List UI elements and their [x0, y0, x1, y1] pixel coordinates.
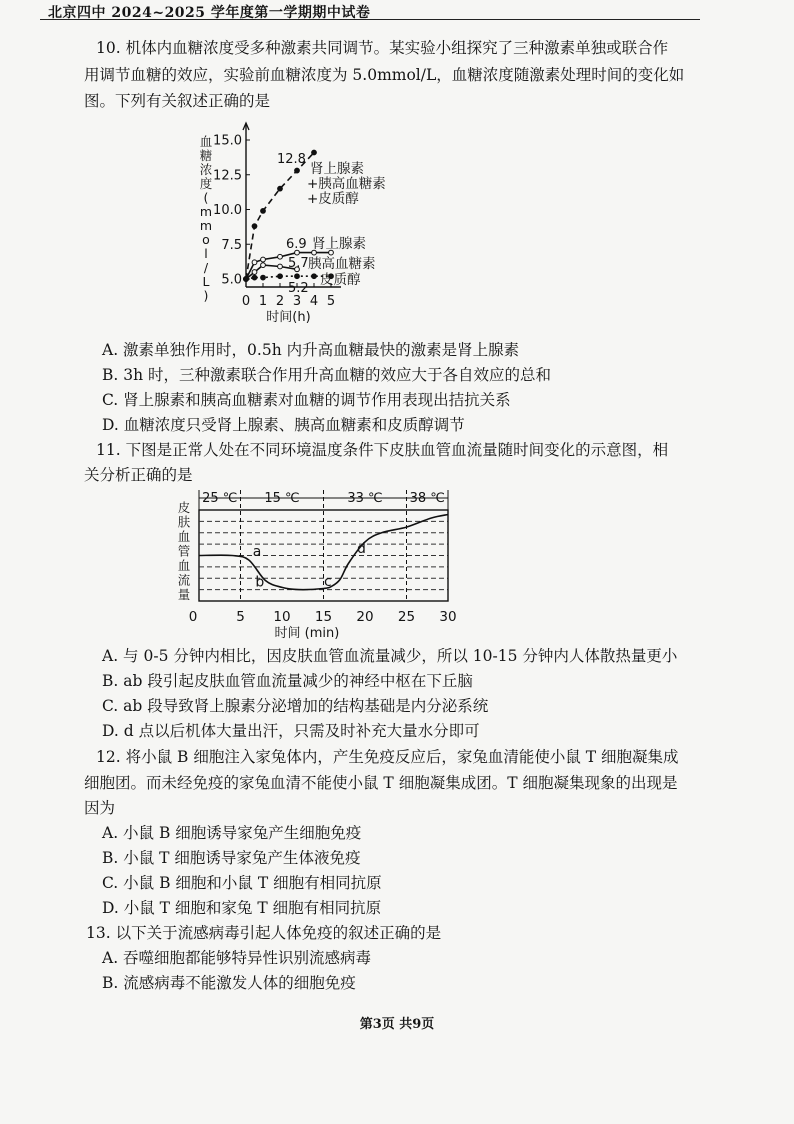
- y-tick-label: 7.5: [221, 237, 242, 253]
- y-tick-label: 12.5: [213, 168, 242, 184]
- data-point: [295, 274, 300, 279]
- curve-point-label: b: [255, 574, 265, 591]
- x-axis-label: 时间 (min): [274, 626, 340, 641]
- page-number: 第3页 共9页: [359, 1017, 435, 1032]
- data-point: [261, 263, 266, 268]
- series-label: 皮质醇: [320, 272, 361, 288]
- q13-option-a[interactable]: A. 吞噬细胞都能够特异性识别流感病毒: [102, 949, 372, 967]
- series-label: 肾上腺素: [312, 236, 366, 252]
- x-tick-label: 10: [273, 609, 291, 625]
- y-axis-label: 流: [177, 572, 191, 588]
- y-axis-label: o: [202, 232, 210, 247]
- data-point: [278, 186, 283, 191]
- q12-stem-line: 因为: [84, 799, 116, 817]
- data-point: [278, 254, 283, 259]
- q12-stem-line: 细胞团。而未经免疫的家兔血清不能使小鼠 T 细胞凝集成团。T 细胞凝集现象的出现是: [84, 774, 678, 792]
- value-annotation: 12.8: [277, 152, 306, 167]
- series-label: +胰高血糖素: [307, 176, 386, 192]
- q11-option-b[interactable]: B. ab 段引起皮肤血管血流量减少的神经中枢在下丘脑: [102, 672, 473, 690]
- x-tick-label: 5: [236, 609, 245, 625]
- series-label: 胰高血糖素: [308, 256, 376, 272]
- temperature-label: 33 ℃: [347, 491, 383, 506]
- y-axis-label: 肤: [177, 514, 191, 530]
- data-point: [261, 257, 266, 262]
- series-label: 肾上腺素: [310, 161, 364, 177]
- curve-point-label: d: [357, 541, 366, 558]
- temperature-label: 25 ℃: [202, 491, 238, 506]
- y-axis-label: 血: [177, 529, 191, 544]
- series-line-3: [246, 276, 331, 279]
- data-point: [244, 277, 249, 282]
- x-tick-label: 15: [314, 609, 333, 625]
- q11-stem-line: 11. 下图是正常人处在不同环境温度条件下皮肤血管血流量随时间变化的示意图，相: [96, 441, 669, 459]
- header-rule: [40, 19, 700, 20]
- x-axis-label: 时间(h): [266, 310, 311, 325]
- y-axis-label: L: [202, 274, 210, 289]
- q11-option-a[interactable]: A. 与 0-5 分钟内相比，因皮肤血管血流量减少，所以 10-15 分钟内人体散热量更小: [102, 647, 678, 665]
- data-point: [252, 224, 257, 229]
- series-label: +皮质醇: [307, 191, 359, 207]
- y-axis-label: m: [199, 218, 213, 233]
- q10-stem-line: 图。下列有关叙述正确的是: [84, 92, 271, 110]
- q12-option-c[interactable]: C. 小鼠 B 细胞和小鼠 T 细胞有相同抗原: [102, 874, 382, 892]
- blood-glucose-chart: [190, 118, 410, 338]
- q13-option-b[interactable]: B. 流感病毒不能激发人体的细胞免疫: [102, 974, 356, 992]
- data-point: [295, 168, 300, 173]
- y-tick-label: 5.0: [221, 272, 242, 288]
- y-axis-label: 血: [177, 558, 191, 573]
- y-tick-label: 10.0: [213, 203, 242, 218]
- q11-option-c[interactable]: C. ab 段导致肾上腺素分泌增加的结构基础是内分泌系统: [102, 697, 489, 715]
- x-tick-label: 0: [188, 609, 198, 625]
- y-axis-label: /: [203, 260, 209, 275]
- q11-stem-line: 关分析正确的是: [84, 466, 193, 484]
- data-point: [312, 274, 317, 279]
- x-tick-label: 3: [292, 294, 302, 309]
- q12-option-b[interactable]: B. 小鼠 T 细胞诱导家兔产生体液免疫: [102, 849, 361, 867]
- temperature-label: 15 ℃: [264, 491, 300, 506]
- q12-stem-line: 12. 将小鼠 B 细胞注入家兔体内，产生免疫反应后，家兔血清能使小鼠 T 细胞凝集成: [96, 748, 679, 766]
- q10-option-a[interactable]: A. 激素单独作用时，0.5h 内升高血糖最快的激素是肾上腺素: [102, 341, 520, 359]
- curve-point-label: a: [252, 544, 262, 561]
- data-point: [261, 275, 266, 280]
- y-axis-label: ): [203, 288, 209, 303]
- q10-option-d[interactable]: D. 血糖浓度只受肾上腺素、胰高血糖素和皮质醇调节: [102, 416, 465, 434]
- y-axis-label: m: [199, 204, 213, 219]
- temperature-label: 38 ℃: [409, 491, 445, 506]
- x-tick-label: 20: [356, 609, 374, 625]
- data-point: [252, 270, 257, 275]
- q10-stem-line: 用调节血糖的效应，实验前血糖浓度为 5.0mmol/L，血糖浓度随激素处理时间的变化如: [84, 66, 685, 84]
- y-axis-label: 浓: [199, 162, 213, 177]
- q12-option-d[interactable]: D. 小鼠 T 细胞和家兔 T 细胞有相同抗原: [102, 899, 382, 917]
- x-tick-label: 4: [309, 294, 319, 309]
- y-tick-label: 15.0: [213, 133, 242, 149]
- data-point: [312, 150, 317, 155]
- q10-stem-line: 10. 机体内血糖浓度受多种激素共同调节。某实验小组探究了三种激素单独或联合作: [96, 39, 669, 57]
- data-point: [278, 274, 283, 279]
- q10-option-c[interactable]: C. 肾上腺素和胰高血糖素对血糖的调节作用表现出拮抗关系: [102, 391, 511, 409]
- value-annotation: 5.7: [288, 256, 309, 271]
- q10-option-b[interactable]: B. 3h 时，三种激素联合作用升高血糖的效应大于各自效应的总和: [102, 366, 552, 384]
- value-annotation: 5.2: [288, 281, 309, 296]
- x-tick-label: 0: [241, 294, 251, 309]
- data-point: [278, 264, 283, 269]
- exam-header: 北京四中 2024~2025 学年度第一学期期中试卷: [48, 5, 371, 21]
- data-point: [252, 260, 257, 265]
- x-tick-label: 30: [439, 609, 457, 625]
- y-axis-label: 糖: [199, 148, 213, 163]
- skin-blood-flow-chart: [170, 482, 470, 642]
- y-axis-label: 血: [199, 134, 213, 149]
- y-axis-label: 管: [177, 543, 191, 559]
- y-axis-label: l: [204, 246, 208, 261]
- curve-point-label: c: [323, 573, 332, 590]
- value-annotation: 6.9: [286, 237, 307, 252]
- y-axis-label: 度: [199, 176, 213, 191]
- x-tick-label: 25: [397, 609, 416, 625]
- q13-stem-line: 13. 以下关于流感病毒引起人体免疫的叙述正确的是: [86, 924, 442, 942]
- x-tick-label: 2: [275, 294, 285, 309]
- y-axis-label: 皮: [177, 500, 191, 515]
- x-tick-label: 1: [258, 294, 268, 309]
- data-point: [261, 208, 266, 213]
- x-tick-label: 5: [326, 294, 336, 309]
- y-axis-label: 量: [177, 587, 191, 602]
- q12-option-a[interactable]: A. 小鼠 B 细胞诱导家兔产生细胞免疫: [102, 824, 362, 842]
- data-point: [252, 275, 257, 280]
- q11-option-d[interactable]: D. d 点以后机体大量出汗，只需及时补充大量水分即可: [102, 722, 480, 740]
- y-axis-label: (: [203, 190, 209, 205]
